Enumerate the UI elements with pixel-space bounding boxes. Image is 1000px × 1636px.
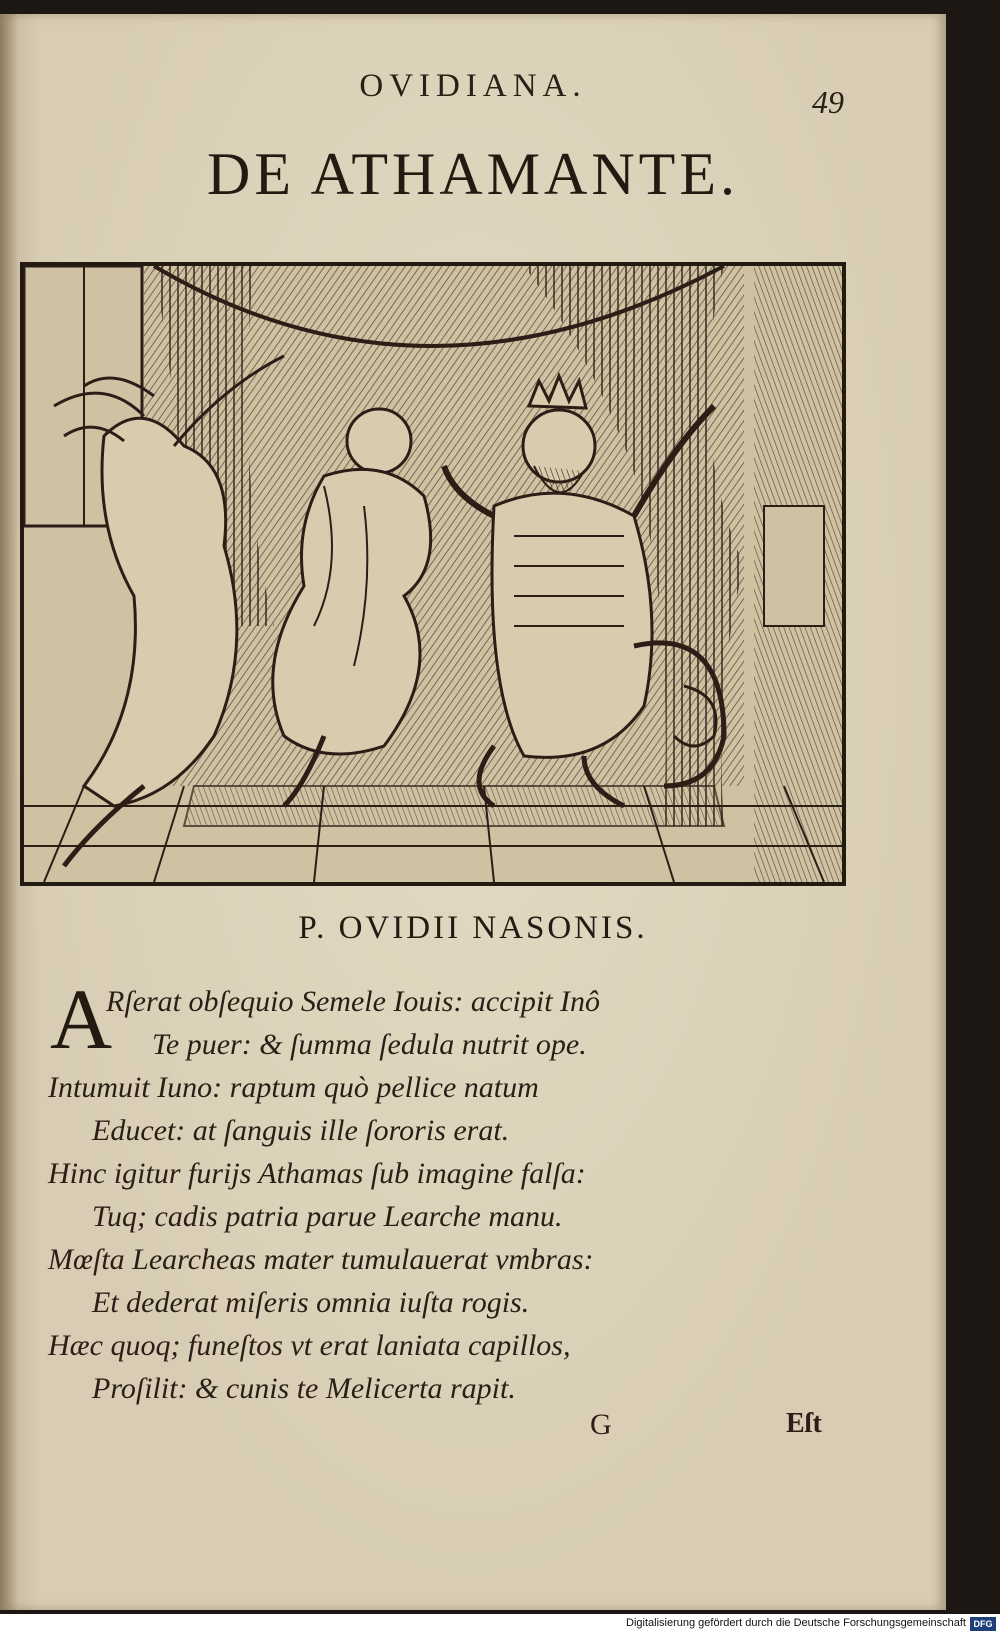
- author-heading: P. OVIDII NASONIS.: [298, 910, 648, 946]
- woodcut-illustration: [20, 262, 846, 886]
- verse-block: [48, 980, 808, 1410]
- page-number: 49: [812, 84, 844, 120]
- verse-line: Rſerat obſequio Semele Iouis: accipit Inô: [106, 985, 601, 1018]
- verse-line: Proſilit: & cunis te Melicerta rapit.: [92, 1372, 516, 1405]
- signature-mark: G: [590, 1408, 612, 1441]
- verse-line: Tuq; cadis patria parue Learche manu.: [92, 1200, 563, 1233]
- verse-line: Hinc igitur furijs Athamas ſub imagine falſa:: [48, 1157, 586, 1190]
- verse-line: Intumuit Iuno: raptum quò pellice natum: [48, 1071, 539, 1104]
- running-head: OVIDIANA.: [359, 68, 587, 104]
- verse-line: Educet: at ſanguis ille ſororis erat.: [92, 1114, 510, 1147]
- drop-capital: A: [50, 971, 113, 1067]
- verse-line: Mœſta Learcheas mater tumulauerat vmbras:: [48, 1243, 594, 1276]
- verse-line: Te puer: & ſumma ſedula nutrit ope.: [152, 1028, 587, 1061]
- page-gutter: [0, 14, 18, 1610]
- page-title: DE ATHAMANTE.: [207, 141, 739, 207]
- verse-line: Et dederat miſeris omnia iuſta rogis.: [92, 1286, 530, 1319]
- woodcut-scene: [24, 266, 842, 882]
- dfg-logo: DFG: [970, 1617, 996, 1631]
- footer-credit: Digitalisierung gefördert durch die Deutsche Forschungsgemeinschaft: [626, 1617, 966, 1629]
- footer-bar: [0, 1614, 1000, 1636]
- catchword: Eſt: [786, 1408, 822, 1439]
- verse-line: Hæc quoq; funeſtos vt erat laniata capillos,: [48, 1329, 571, 1362]
